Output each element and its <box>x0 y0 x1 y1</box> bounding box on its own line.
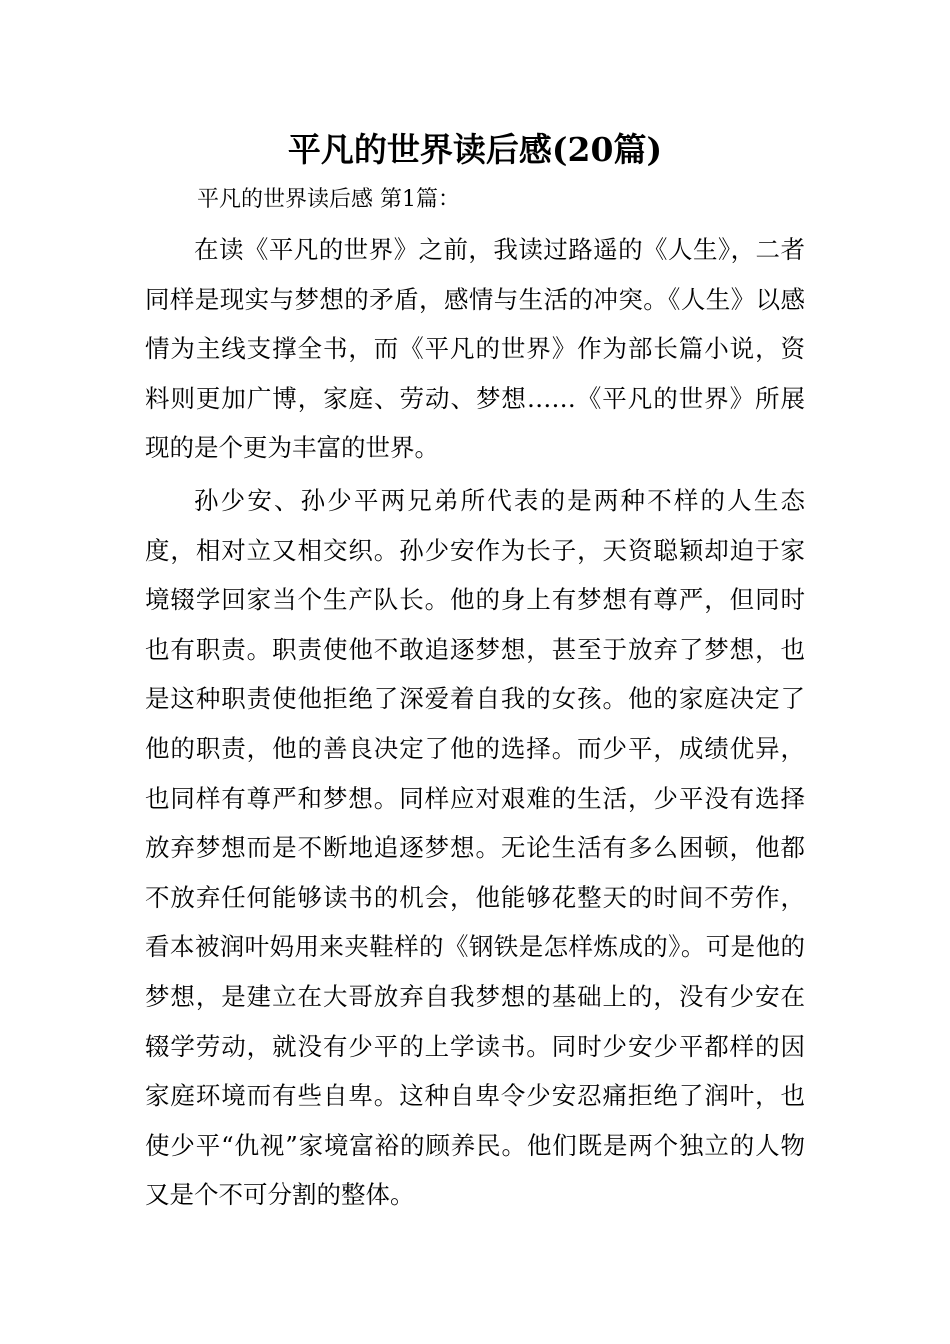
body-paragraph: 在读《平凡的世界》之前，我读过路遥的《人生》，二者同样是现实与梦想的矛盾，感情与生活的冲突。《人生》以感情为主线支撑全书，而《平凡的世界》作为部长篇小说，资料则更加广博，家庭、劳动、梦想……《平凡的世界》所展现的是个更为丰富的世界。 <box>145 235 805 463</box>
section-heading: 平凡的世界读后感 第1篇： <box>197 187 460 212</box>
body-paragraph: 孙少安、孙少平两兄弟所代表的是两种不样的人生态度，相对立又相交织。孙少安作为长子，天资聪颖却迫于家境辍学回家当个生产队长。他的身上有梦想有尊严，但同时也有职责。职责使他不敢追逐梦想，甚至于放弃了梦想，也是这种职责使他拒绝了深爱着自我的女孩。他的家庭决定了他的职责，他的善良决定了他的选择。而少平，成绩优异，也同样有尊严和梦想。同样应对艰难的生活，少平没有选择放弃梦想而是不断地追逐梦想。无论生活有多么困顿，他都不放弃任何能够读书的机会，他能够花整天的时间不劳作，看本被润叶妈用来夹鞋样的《钢铁是怎样炼成的》。可是他的梦想，是建立在大哥放弃自我梦想的基础上的，没有少安在辍学劳动，就没有少平的上学读书。同时少安少平都样的因家庭环境而有些自卑。这种自卑令少安忍痛拒绝了润叶，也使少平“仇视”家境富裕的顾养民。他们既是两个独立的人物又是个不可分割的整体。 <box>145 486 805 1210</box>
document-title: 平凡的世界读后感(20篇) <box>287 130 663 169</box>
